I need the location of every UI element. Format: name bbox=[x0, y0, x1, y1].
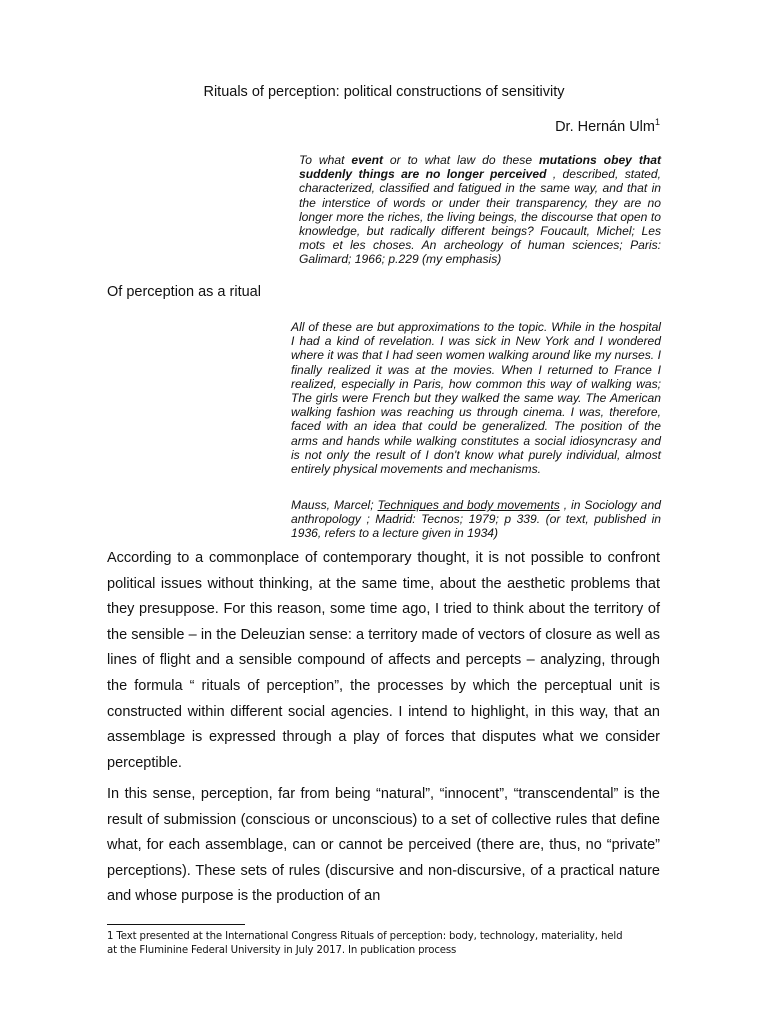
citation-details: , in Sociology and anthropology ; Madrid: Tecnos; 1979; p 339. (or text, published in 1936, refers to a lecture given in 1934) bbox=[291, 498, 661, 541]
body-paragraph-2: In this sense, perception, far from being “natural”, “innocent”, “transcendental” is the result of submission (conscious or unconscious) to a set of collective rules that define what, for each assemblage, can or cannot be perceived (there are, thus, no “private” perceptions). These sets of rules (discursive and non-discursive, of a practical nature and whose purpose is the production of an bbox=[107, 786, 660, 905]
footnote-marker: 1 bbox=[654, 117, 660, 128]
footnote bbox=[107, 930, 667, 957]
epigraph-text-1: To what bbox=[299, 153, 352, 167]
document-title: Rituals of perception: political constructions of sensitivity bbox=[203, 84, 565, 100]
citation-author: Mauss, Marcel; bbox=[291, 498, 378, 512]
body-paragraph-1: According to a commonplace of contemporary thought, it is not possible to confront political issues without thinking, at the same time, about the aesthetic problems that they presuppose. For this reason, some time ago, I tried to think about the territory of the sensible – in the Deleuzian sense: a territory made of vectors of closure as well as lines of flight and a sensible compound of affects and percepts – analyzing, through the formula “ rituals of perception”, the processes by which the perceptual unit is constructed within different social agencies. I intend to highlight, in this way, that an assemblage is expressed through a play of forces that disputes what we consider perceptible. bbox=[107, 550, 660, 771]
epigraph-text-2: or to what law do these bbox=[382, 153, 539, 167]
epigraph-emphasis-1: event bbox=[351, 153, 383, 167]
footnote-line-1: 1 Text presented at the International Congress Rituals of perception: body, technology, materiality, held bbox=[107, 931, 623, 942]
footnote-separator bbox=[107, 924, 245, 925]
footnote-line-2: at the Fluminine Federal University in July 2017. In publication process bbox=[107, 944, 457, 956]
section-heading: Of perception as a ritual bbox=[107, 284, 261, 300]
author-line bbox=[555, 119, 660, 135]
quote-citation bbox=[291, 498, 661, 541]
epigraph-emphasis-2: mutations obey that suddenly things are no longer perceived bbox=[299, 153, 661, 182]
citation-work-title: Techniques and body movements bbox=[377, 498, 560, 512]
author-name: Dr. Hernán Ulm bbox=[555, 119, 655, 135]
epigraph bbox=[299, 153, 661, 267]
epigraph-text-3: , described, stated, characterized, classified and fatigued in the same way, and that in the interstice of words or under their transparency, they are no longer more the riches, the living beings, the discourse that open to knowledge, but radically different beings? Foucault, Michel; Les mots et les choses. An archeology of human sciences; Paris: Galimard; 1966; p.229 (my emphasis) bbox=[299, 167, 661, 267]
block-quote: All of these are but approximations to the topic. While in the hospital I had a kind of revelation. I was sick in New York and I wondered where it was that I had seen women walking around like my nurses. I finally realized it was at the movies. When I returned to France I realized, especially in Paris, how common this way of walking was; The girls were French but they walked the same way. The American walking fashion was reaching us through cinema. I was, therefore, faced with an idea that could be generalized. The position of the arms and hands while walking constitutes a social idiosyncrasy and is not only the result of I don't know what purely individual, almost entirely physical movements and mechanisms. bbox=[291, 320, 661, 477]
